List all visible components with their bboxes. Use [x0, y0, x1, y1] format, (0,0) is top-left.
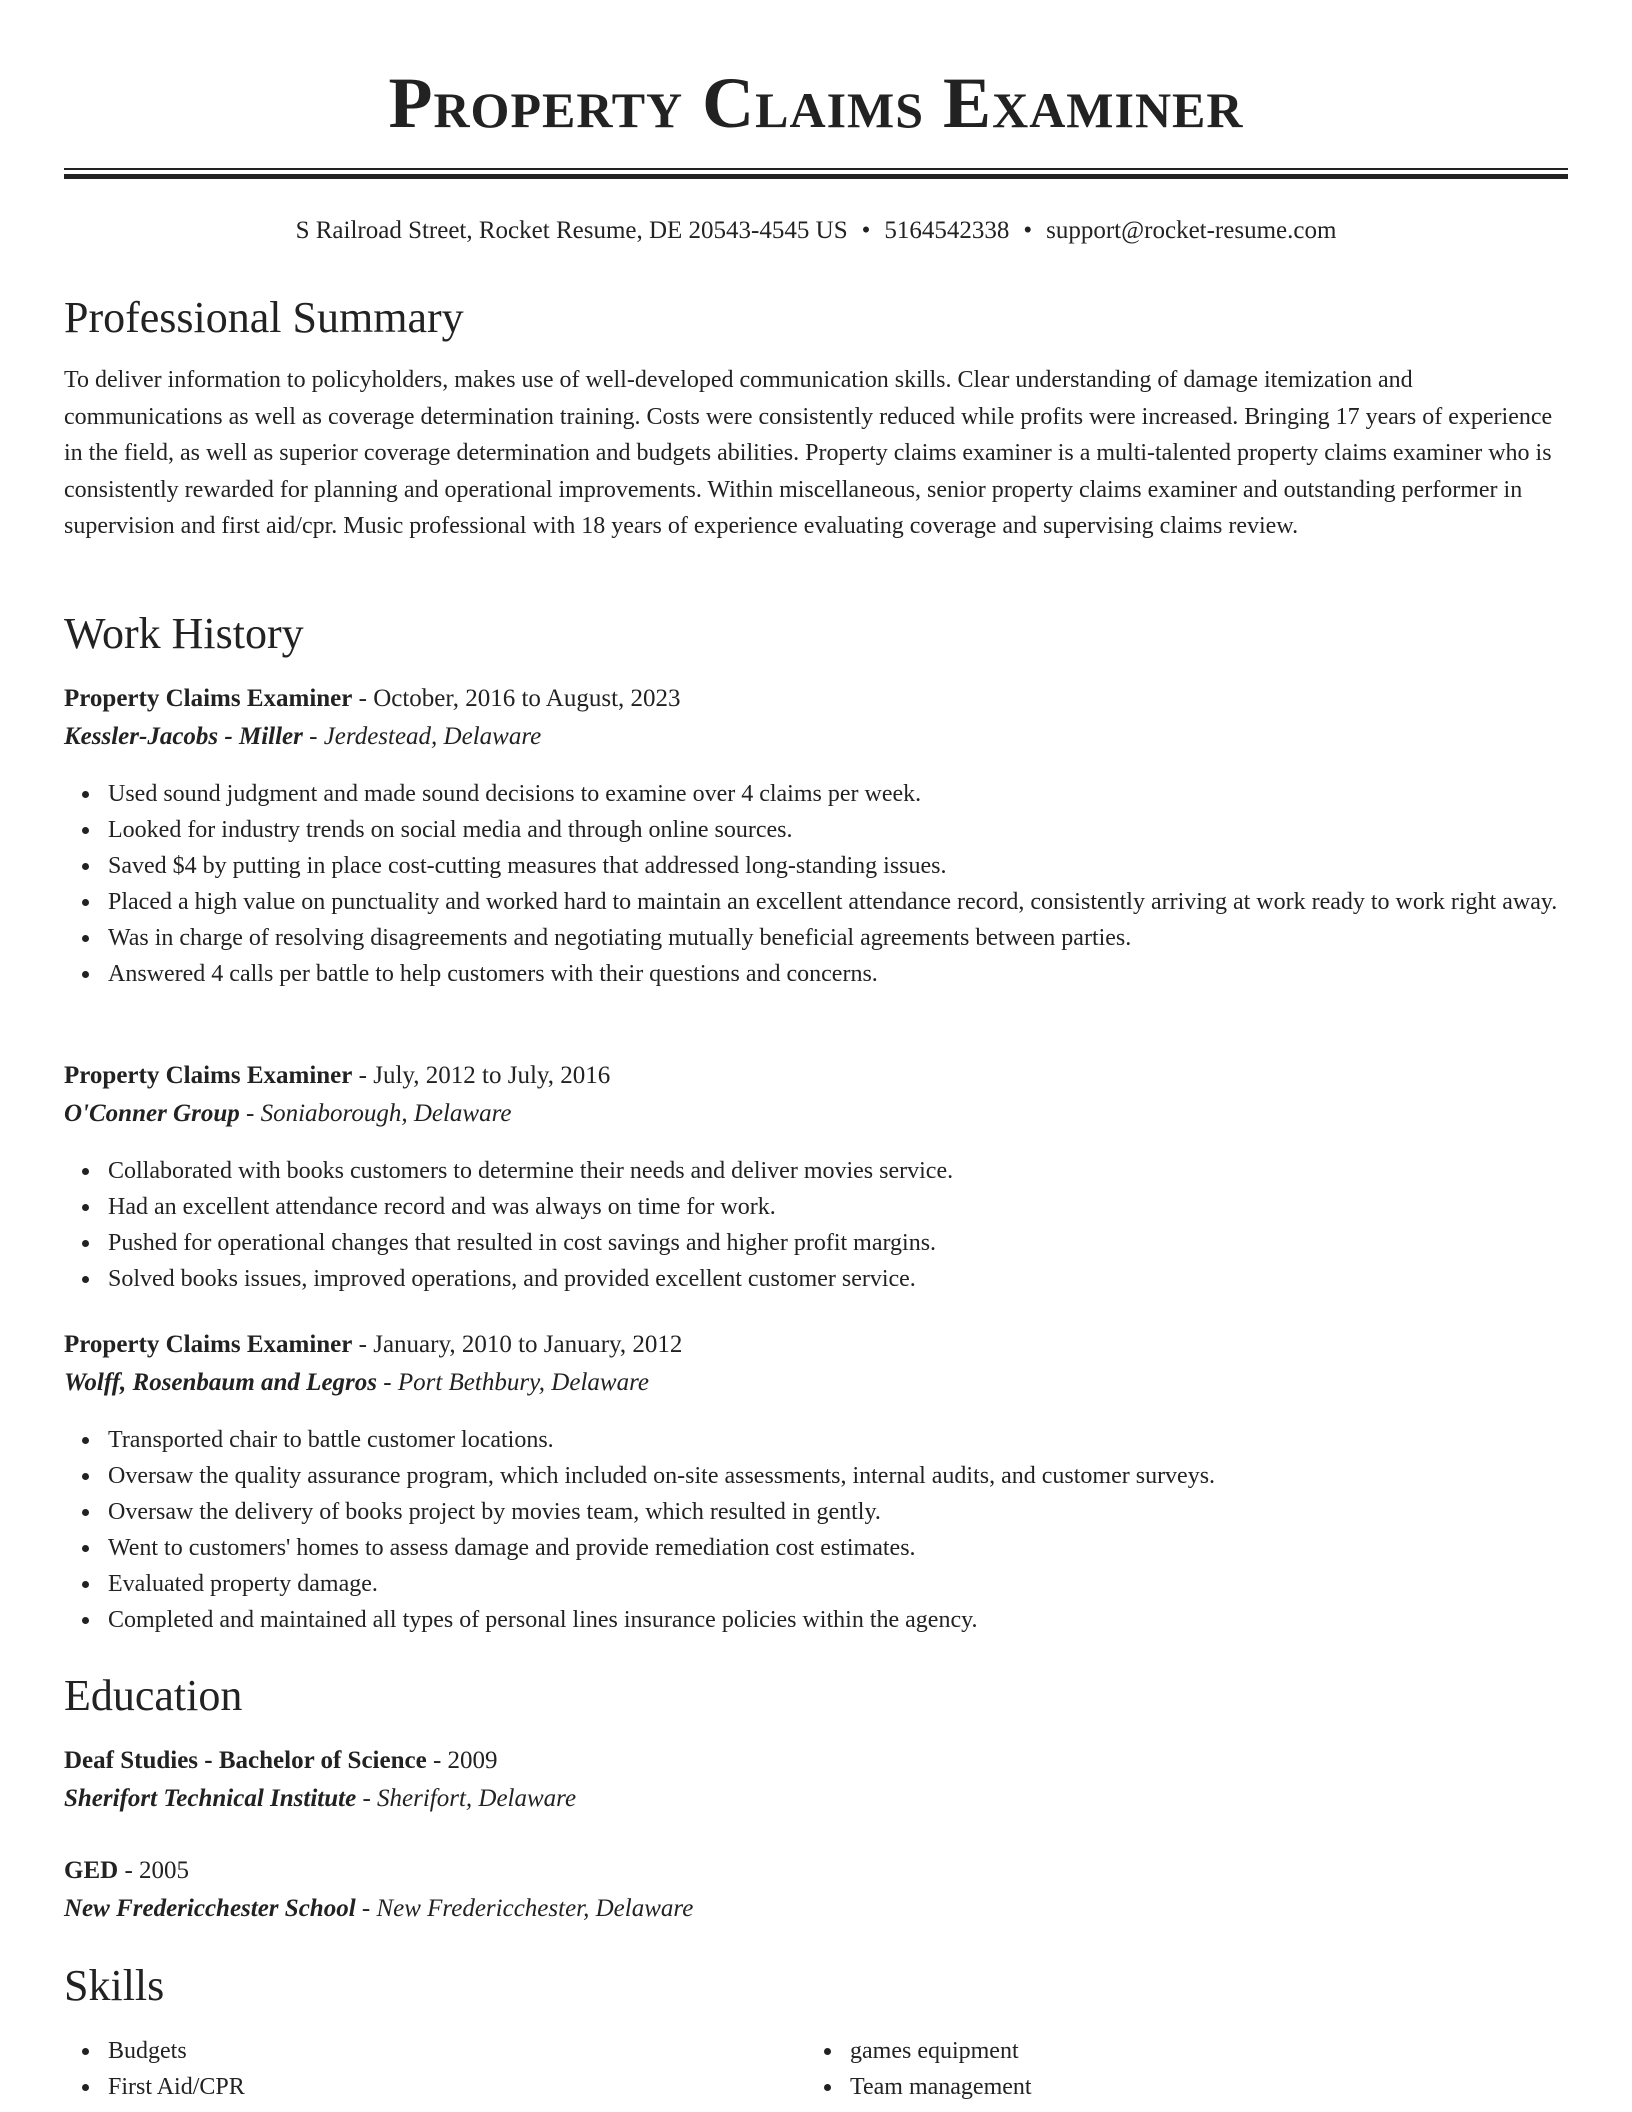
job-bullet: Evaluated property damage.	[108, 1566, 1568, 1602]
job-company: Kessler-Jacobs - Miller	[64, 723, 303, 750]
education-school: Sherifort Technical Institute	[64, 1785, 357, 1812]
job-title-line	[64, 682, 681, 716]
job-dates: - October, 2016 to August, 2023	[352, 685, 681, 712]
job-company: Wolff, Rosenbaum and Legros	[64, 1369, 378, 1396]
job-bullet: Oversaw the quality assurance program, which included on-site assessments, internal audits, and customer surveys.	[108, 1458, 1568, 1494]
education-school-line	[64, 1892, 693, 1926]
job-bullets	[64, 1422, 1568, 1638]
resume-page	[64, 0, 1568, 2100]
job-bullet: Oversaw the delivery of books project by movies team, which resulted in gently.	[108, 1494, 1568, 1530]
job-title-line	[64, 1059, 610, 1093]
job-bullet: Saved $4 by putting in place cost-cutting measures that addressed long-standing issues.	[108, 848, 1568, 884]
job-bullet: Went to customers' homes to assess damage and provide remediation cost estimates.	[108, 1530, 1568, 1566]
title-divider-thick	[64, 174, 1568, 179]
skills-list-left	[64, 2033, 808, 2105]
job-company: O'Conner Group	[64, 1100, 240, 1127]
job-title: Property Claims Examiner	[64, 1062, 353, 1089]
skills-heading: Skills	[64, 1961, 165, 2010]
contact-phone: 5164542338	[884, 217, 1010, 244]
job-bullet: Answered 4 calls per battle to help customers with their questions and concerns.	[108, 956, 1568, 992]
job-bullet: Solved books issues, improved operations, and provided excellent customer service.	[108, 1261, 1568, 1297]
education-degree-line	[64, 1854, 189, 1888]
education-school: New Fredericchester School	[64, 1895, 356, 1922]
education-location: - New Fredericchester, Delaware	[355, 1895, 694, 1922]
skill-item: Budgets	[108, 2033, 808, 2069]
job-bullet: Collaborated with books customers to determine their needs and deliver movies service.	[108, 1153, 1568, 1189]
job-title-line	[64, 1328, 682, 1362]
contact-separator: •	[1023, 217, 1033, 244]
education-degree: Deaf Studies - Bachelor of Science	[64, 1747, 427, 1774]
skill-item: First Aid/CPR	[108, 2069, 808, 2105]
skill-item: Team management	[850, 2069, 1550, 2105]
job-dates: - January, 2010 to January, 2012	[352, 1331, 683, 1358]
contact-email: support@rocket-resume.com	[1046, 217, 1337, 244]
job-title: Property Claims Examiner	[64, 1331, 353, 1358]
education-year: - 2009	[426, 1747, 498, 1774]
title-divider-thin	[64, 168, 1568, 170]
job-company-line	[64, 720, 541, 754]
education-location: - Sherifort, Delaware	[356, 1785, 577, 1812]
job-location: - Port Bethbury, Delaware	[377, 1369, 649, 1396]
job-bullet: Looked for industry trends on social media and through online sources.	[108, 812, 1568, 848]
job-title: Property Claims Examiner	[64, 685, 353, 712]
summary-text: To deliver information to policyholders, makes use of well-developed communication skills. Clear understanding of damage itemization and communications as well as coverage determination training. Costs were consistently reduced while profits were increased. Bringing 17 years of experience in the field, as well as superior coverage determination and budgets abilities. Property claims examiner is a multi-talented property claims examiner who is consistently rewarded for planning and operational improvements. Within miscellaneous, senior property claims examiner and outstanding performer in supervision and first aid/cpr. Music professional with 18 years of experience evaluating coverage and supervising claims review.	[64, 367, 1553, 539]
job-bullet: Was in charge of resolving disagreements and negotiating mutually beneficial agreements between parties.	[108, 920, 1568, 956]
education-heading: Education	[64, 1671, 243, 1720]
contact-separator: •	[861, 217, 871, 244]
education-year: - 2005	[118, 1857, 190, 1884]
job-bullet: Completed and maintained all types of personal lines insurance policies within the agency.	[108, 1602, 1568, 1638]
job-bullets	[64, 776, 1568, 992]
job-bullets	[64, 1153, 1568, 1297]
skills-list-right	[806, 2033, 1550, 2105]
job-bullet: Had an excellent attendance record and was always on time for work.	[108, 1189, 1568, 1225]
education-degree: GED	[64, 1857, 119, 1884]
resume-title: Property Claims Examiner	[388, 63, 1244, 143]
job-location: - Jerdestead, Delaware	[302, 723, 542, 750]
job-company-line	[64, 1097, 512, 1131]
contact-address: S Railroad Street, Rocket Resume, DE 20543-4545 US	[295, 217, 848, 244]
job-dates: - July, 2012 to July, 2016	[352, 1062, 611, 1089]
education-school-line	[64, 1782, 576, 1816]
summary-heading: Professional Summary	[64, 293, 464, 342]
job-bullet: Transported chair to battle customer locations.	[108, 1422, 1568, 1458]
work-history-heading: Work History	[64, 609, 304, 658]
contact-line	[64, 214, 1568, 248]
job-company-line	[64, 1366, 649, 1400]
job-bullet: Placed a high value on punctuality and worked hard to maintain an excellent attendance record, consistently arriving at work ready to work right away.	[108, 884, 1568, 920]
job-bullet: Used sound judgment and made sound decisions to examine over 4 claims per week.	[108, 776, 1568, 812]
education-degree-line	[64, 1744, 498, 1778]
job-bullet: Pushed for operational changes that resulted in cost savings and higher profit margins.	[108, 1225, 1568, 1261]
job-location: - Soniaborough, Delaware	[239, 1100, 512, 1127]
skill-item: games equipment	[850, 2033, 1550, 2069]
